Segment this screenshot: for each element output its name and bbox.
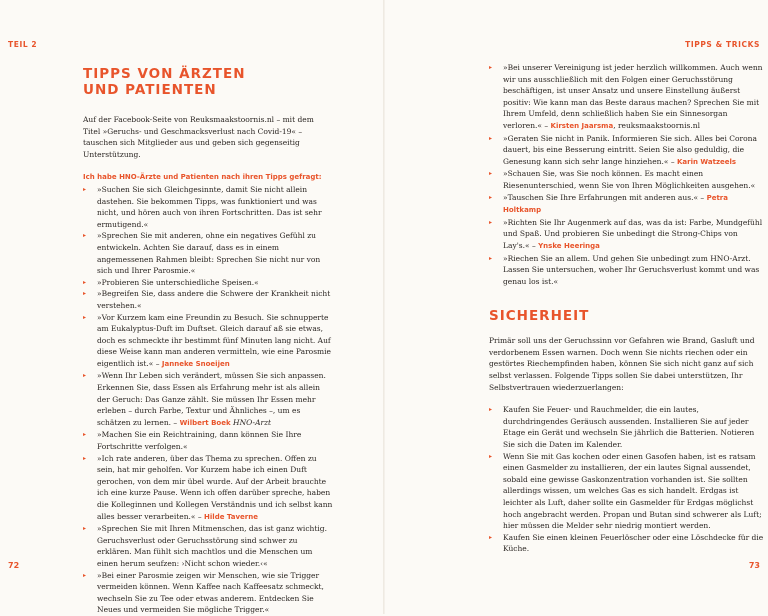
tip-text: »Schauen Sie, was Sie noch können. Es macht einen Riesenunterschied, wenn Sie von Ihren Möglichkeiten ausgehen.« — [503, 169, 756, 190]
tip-text: »Bei unserer Vereinigung ist jeder herzlich willkommen. Auch wenn wir uns ausschließlich mit den Folgen einer Geruchsstörung beschäftigen, ist unser Ansatz und unsere Einstellung äußerst positiv: Wie kann man das Beste daraus machen? Sprechen Sie mit Ihrem Umfeld, denn schließlich haben Sie ein Sinnesorgan verloren.« – — [503, 63, 763, 130]
bullet-icon: ▸ — [489, 533, 493, 541]
bullet-icon: ▸ — [489, 218, 493, 226]
safety-item — [489, 532, 765, 555]
tip-text: »Probieren Sie unterschiedliche Speisen.« — [97, 277, 259, 287]
safety-item — [489, 451, 765, 532]
tip-text: »Richten Sie Ihr Augenmerk auf das, was da ist: Farbe, Mundgefühl und Spaß. Und probieren Sie unbedingt die Strong-Chips von Lay's.« – — [503, 217, 763, 250]
bullet-icon: ▸ — [489, 64, 493, 71]
bullet-icon: ▸ — [489, 193, 493, 201]
bullet-icon: ▸ — [83, 290, 87, 298]
bullet-icon: ▸ — [83, 313, 87, 321]
title-line-2: UND PATIENTEN — [83, 82, 217, 98]
page-number-left: 72 — [8, 561, 20, 570]
tip-author-role: HNO-Arzt — [233, 417, 272, 427]
bullet-icon: ▸ — [489, 452, 493, 460]
tip-text: »Riechen Sie an allem. Und gehen Sie unbedingt zum HNO-Arzt. Lassen Sie untersuchen, woher Ihr Geruchsverlust kommt und was genau los ist.« — [503, 253, 760, 286]
tip-author: Kirsten Jaarsma — [550, 121, 614, 130]
bullet-icon: ▸ — [83, 431, 87, 439]
tip-item — [83, 230, 333, 276]
tip-text: »Vor Kurzem kam eine Freundin zu Besuch. Sie schnupperte am Eukalyptus-Duft im Duftset. Gleich darauf aß sie etwas, doch es schmeckte ihr bestimmt fünf Minuten lang nicht. Auf diese Weise kann man anderen vermitteln, wie eine Parosmie eigentlich ist.« – — [97, 312, 331, 368]
title-line-1: TIPPS VON ÄRZTEN — [83, 66, 246, 82]
bullet-icon: ▸ — [489, 170, 493, 178]
bullet-icon: ▸ — [83, 525, 87, 533]
page-number-right: 73 — [748, 561, 760, 570]
tip-item — [489, 192, 765, 217]
bullet-icon: ▸ — [489, 254, 493, 262]
bullet-icon: ▸ — [489, 134, 493, 142]
tip-text: »Bei einer Parosmie zeigen wir Menschen, wie sie Trigger vermeiden können. Wenn Kaffee nach Kaffeesatz schmeckt, wechseln Sie zu Tee oder etwas anderem. Entdecken Sie Neues und vermeiden Sie mögliche Trigger.« — [97, 570, 324, 615]
tip-item — [83, 429, 333, 452]
right-page-column — [489, 62, 765, 555]
tip-item — [489, 253, 765, 288]
tip-author: Petra Holtkamp — [503, 193, 728, 215]
tip-text: »Sprechen Sie mit Ihren Mitmenschen, das ist ganz wichtig. Geruchsverlust oder Geruchsstörung sind schwer zu erklären. Man fühlt sich machtlos und die Menschen um einen herum seufzen: ›Nicht schon wieder.‹« — [97, 524, 327, 568]
tip-author: Hilde Taverne — [204, 512, 258, 521]
tip-item — [83, 453, 333, 524]
tip-author: Ynske Heeringa — [538, 241, 600, 250]
safety-item — [489, 404, 765, 450]
tip-suffix: , reuksmaakstoornis.nl — [613, 120, 700, 130]
tip-item — [83, 570, 333, 616]
tip-item — [489, 133, 765, 169]
bullet-icon: ▸ — [489, 406, 493, 414]
tips-list-right — [489, 62, 765, 287]
tip-item — [83, 370, 333, 429]
bullet-icon: ▸ — [83, 232, 87, 240]
bullet-icon: ▸ — [83, 372, 87, 380]
tip-item — [489, 168, 765, 191]
tip-text: »Ich rate anderen, über das Thema zu sprechen. Offen zu sein, hat mir geholfen. Vor Kurzem habe ich einen Duft gerochen, von dem mir übel wurde. Auf der Arbeit brauchte ich eine kurze Pause. Wenn ich offen darüber spreche, haben die Kolleginnen und Kollegen Verständnis und ich selbst kann alles besser verarbeiten.« – — [97, 453, 333, 521]
safety-text: Kaufen Sie einen kleinen Feuerlöscher oder eine Löschdecke für die Küche. — [503, 532, 764, 554]
tip-item — [489, 62, 765, 133]
tip-item — [83, 523, 333, 569]
tip-text: »Machen Sie ein Reichtraining, dann können Sie Ihre Fortschritte verfolgen.« — [97, 430, 302, 452]
tip-author: Wilbert Boek — [179, 418, 231, 427]
safety-text: Kaufen Sie Feuer- und Rauchmelder, die ein lautes, durchdringendes Geräusch aussenden. Installieren Sie auf jeder Etage ein Gerät und wechseln Sie jährlich die Batterien. Notieren Sie sich die Daten im Kalender. — [503, 405, 755, 450]
tip-item — [83, 288, 333, 311]
tips-subhead: Ich habe HNO-Ärzte und Patienten nach ihren Tipps gefragt: — [83, 173, 322, 182]
tip-item — [83, 184, 333, 230]
tip-text: »Sprechen Sie mit anderen, ohne ein negatives Gefühl zu entwickeln. Achten Sie darauf, dass es in einem angemessenen Rahmen bleibt: Sprechen Sie nicht nur von sich und Ihrer Parosmie.« — [97, 231, 321, 276]
tip-text: »Geraten Sie nicht in Panik. Informieren Sie sich. Alles bei Corona dauert, bis eine Besserung eintritt. Seien Sie also geduldig, die Genesung kann sich sehr lange hinziehen.« – — [503, 133, 757, 166]
bullet-icon: ▸ — [83, 185, 87, 193]
running-head-left: TEIL 2 — [8, 40, 38, 49]
tips-list-left — [83, 184, 333, 616]
tip-text: »Suchen Sie sich Gleichgesinnte, damit Sie nicht allein dastehen. Sie bekommen Tipps, was funktioniert und was nicht, und hören auch von ihren Fortschritten. Das ist sehr ermutigend.« — [97, 184, 322, 229]
tip-item — [83, 277, 333, 289]
section-title-tips — [83, 66, 333, 98]
tip-text: »Begreifen Sie, dass andere die Schwere der Krankheit nicht verstehen.« — [97, 289, 331, 310]
tip-item — [83, 312, 333, 371]
page-gutter — [383, 0, 385, 614]
intro-paragraph: Auf der Facebook-Seite von Reuksmaakstoornis.nl – mit dem Titel »Geruchs- und Geschmacksverlust nach Covid-19« – tauschen sich Mitglieder aus und geben sich gegenseitig Unterstützung. — [83, 115, 314, 159]
bullet-icon: ▸ — [83, 454, 87, 462]
tip-text: »Tauschen Sie Ihre Erfahrungen mit anderen aus.« – — [503, 192, 705, 202]
section-title-safety: SICHERHEIT — [489, 308, 590, 325]
tip-item — [489, 217, 765, 253]
safety-list — [489, 404, 765, 555]
bullet-icon: ▸ — [83, 278, 87, 286]
bullet-icon: ▸ — [83, 571, 87, 579]
tip-author: Janneke Snoeijen — [161, 359, 230, 368]
safety-intro-paragraph: Primär soll uns der Geruchssinn vor Gefahren wie Brand, Gasluft und verdorbenem Essen warnen. Doch wenn Sie nichts riechen oder ein gestörtes Riechempfinden haben, können Sie sich nicht ganz auf sich selbst verlassen. Folgende Tipps sollen Sie dabei unterstützen, Ihr Selbstvertrauen wiederzuerlangen: — [489, 336, 755, 392]
tip-author: Karin Watzeels — [676, 157, 737, 166]
safety-text: Wenn Sie mit Gas kochen oder einen Gasofen haben, ist es ratsam einen Gasmelder zu installieren, der ein lautes Signal aussendet, sobald eine gewisse Gaskonzentration vorhanden ist. Sie sollten allerdings wissen, um welches Gas es sich handelt. Erdgas ist leichter als Luft, daher sollte ein Gasmelder für Erdgas möglichst hoch angebracht werden. Propan und Butan sind schwerer als Luft; hier müssen die Melder sehr niedrig montiert werden. — [503, 451, 762, 531]
running-head-right: TIPPS & TRICKS — [685, 40, 760, 49]
left-page-column — [83, 66, 333, 616]
tip-text: »Wenn Ihr Leben sich verändert, müssen Sie sich anpassen. Erkennen Sie, dass Essen als Erfahrung mehr ist als allein der Geruch: Das Ganze zählt. Sie müssen Ihr Essen mehr erleben – durch Farbe, Textur und Ähnliches –, um es schätzen zu lernen. – — [97, 371, 326, 427]
